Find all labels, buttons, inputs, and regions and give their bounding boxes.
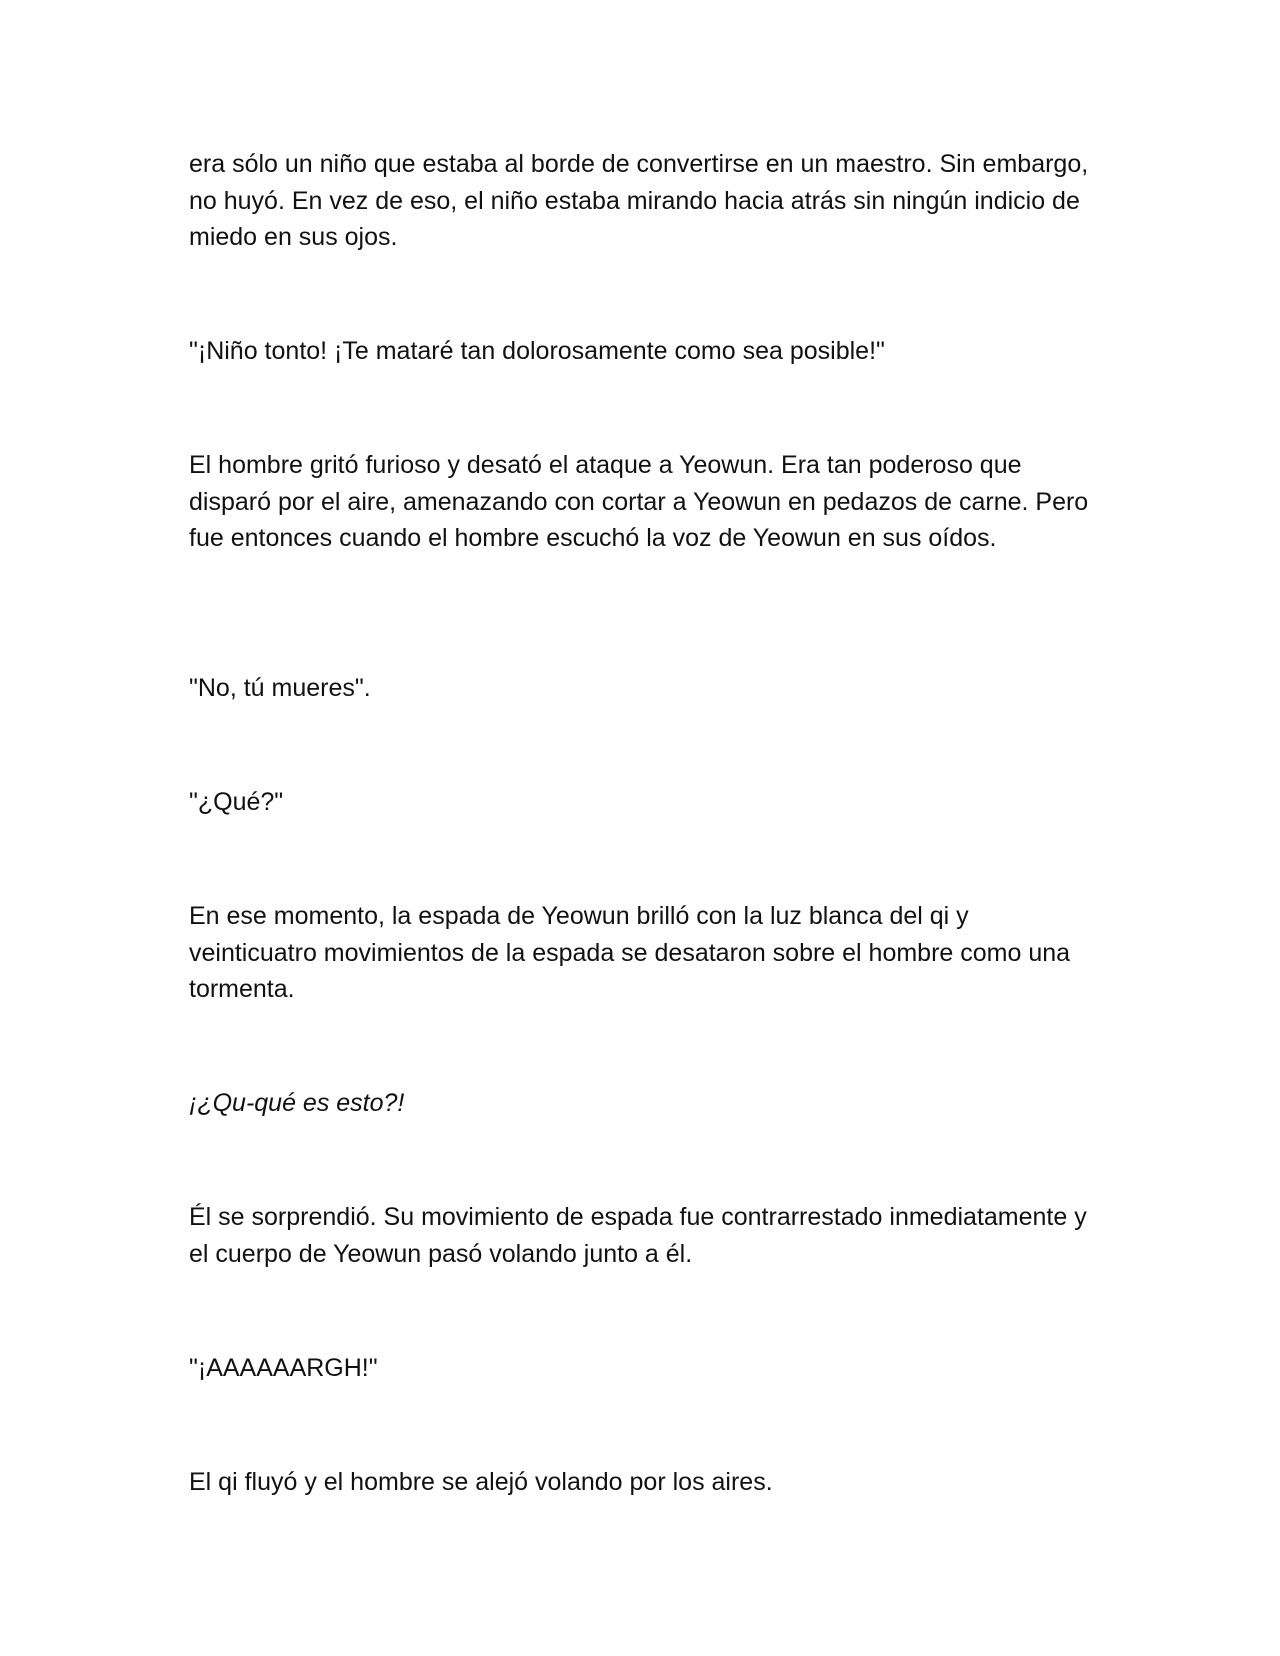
paragraph-2-dialogue: "¡Niño tonto! ¡Te mataré tan dolorosamente como sea posible!"	[189, 337, 885, 365]
paragraph-7-thought: ¡¿Qu-qué es esto?!	[189, 1089, 405, 1117]
paragraph-9-dialogue: "¡AAAAAARGH!"	[189, 1354, 378, 1382]
paragraph-5-dialogue: "¿Qué?"	[189, 788, 284, 816]
paragraph-6: En ese momento, la espada de Yeowun brilló con la luz blanca del qi y veinticuatro movimientos de la espada se desataron sobre el hombre como una tormenta.	[189, 902, 1071, 1003]
paragraph-4-dialogue: "No, tú mueres".	[189, 674, 371, 702]
paragraph-3: El hombre gritó furioso y desató el ataque a Yeowun. Era tan poderoso que disparó por el aire, amenazando con cortar a Yeowun en pedazos de carne. Pero fue entonces cuando el hombre escuchó la voz de Yeowun en sus oídos.	[189, 451, 1089, 552]
paragraph-10: El qi fluyó y el hombre se alejó volando por los aires.	[189, 1468, 773, 1496]
paragraph-8: Él se sorprendió. Su movimiento de espada fue contrarrestado inmediatamente y el cuerpo de Yeowun pasó volando junto a él.	[189, 1203, 1087, 1268]
paragraph-1: era sólo un niño que estaba al borde de convertirse en un maestro. Sin embargo, no huyó. En vez de eso, el niño estaba mirando hacia atrás sin ningún indicio de miedo en sus ojos.	[189, 150, 1089, 251]
